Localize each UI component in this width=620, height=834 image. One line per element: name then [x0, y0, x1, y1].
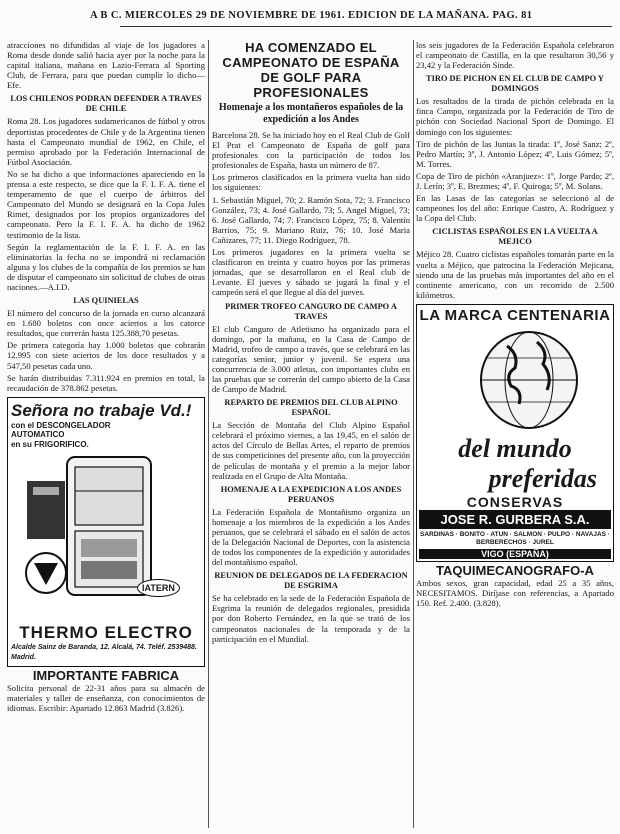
section-title: REPARTO DE PREMIOS DEL CLUB ALPINO ESPAÑOL: [224, 398, 398, 418]
fridge-icon: [11, 451, 197, 601]
article-text: Según la reglamentación de la F. I. F. A. en las eliminatorias la fecha no se impondrá ni reclamación alguna y los clubes de la compañía de los premios se han de disputar el campeonato sin solicitud de clubes de otras naciones.—A.I.D.: [7, 241, 205, 292]
article-text: Se ha celebrado en la sede de la Federación Española de Esgrima la reunión de delegados regionales, presidida por don Roberto Fernández, en la que se trató de los campeonatos nacionales de la temporada y de la participación en el Mundial.: [212, 593, 410, 644]
section-title: LOS CHILENOS PODRAN DEFENDER A TRAVES DE CHILE: [10, 94, 202, 114]
article-text: Tiro de pichón de las Juntas la tirada: 1º, José Sanz; 2º, Pedro Martín; 3º, J. Antonio López; 4º, Luis Gómez; 5º, M. Torres.: [416, 138, 614, 169]
article-text: De primera categoría hay 1.000 boletos que cobrarán 12.995 con siete aciertos de los doce resultados y a 547,50 pesetas cada uno.: [7, 340, 205, 371]
article-text: Los primeros jugadores en la primera vuelta se clasificaron en treinta y cuatro hoyos por las primeras jornadas, que se desarrollaron en el Real club de Levante. El jueves y sábado se jugará la final y el campeón será el que llegue al día del jueves.: [212, 247, 410, 298]
ad-line: en su FRIGORIFICO.: [11, 439, 89, 449]
article-text: Ambos sexos, gran capacidad, edad 25 a 35 años, NECESITAMOS. Diríjase con referencias, a Apartado 150. Ref. 2.400. (3.828).: [416, 577, 614, 609]
article-text: Los primeros clasificados en la primera vuelta han sido los siguientes:: [212, 172, 410, 193]
globe-illustration: [419, 324, 611, 434]
ad-headline: LA MARCA CENTENARIA: [419, 306, 611, 324]
article-text: Los resultados de la tirada de pichón celebrada en la finca Campo, organizada por la Federación de Tiro de pichón con Sociedad Nacional Sport de Domingo. El domingo con los siguientes:: [416, 96, 614, 137]
article-text: El club Canguro de Atletismo ha organizado para el domingo, por la mañana, en la Casa de Campo de Madrid, trofeo de campo a través, que se celebrará en las categorías senior, junior y juvenil. Se espera una concurrencia de 3.000 atletas, con importantes clubs en las pruebas que se correrán del campo abierto de la Casa de Campo de Madrid.: [212, 323, 410, 395]
column-rule: [413, 40, 414, 828]
article-text: Roma 28. Los jugadores sudamericanos de fútbol y otros deportistas procedentes de Chile y de la Argentina tienen hasta el Campeonato mundial de 1962, en Chile, el permiso aprobado por la Federación Internacional de Fútbol Asociación.: [7, 116, 205, 167]
column-rule: [208, 40, 209, 828]
conservas-advertisement: [416, 304, 614, 562]
article-text: Solicita personal de 22-31 años para su almacén de materiales y taller de enseñanza, con conocimientos de idiomas. Escribir: Apartado 12.863 Madrid (3.826).: [7, 682, 205, 713]
refrigerator-advertisement: [7, 397, 205, 667]
article-text: Méjico 28. Cuatro ciclistas españoles tomarán parte en la vuelta a Méjico, que patrocina la Federación Mejicana, siendo una de las pruebas más importantes del año en el continente americano, con un recorrido de 2.500 kilómetros.: [416, 249, 614, 300]
masthead: [0, 4, 620, 32]
article-text: Copa de Tiro de pichón «Aranjuez»: 1º, Jorge Pardo; 2º, J. Lerín; 3º, E. Brezmes; 4º, F. Quiroga; 5º, M. Solans.: [416, 170, 614, 192]
section-title: CICLISTAS ESPAÑOLES EN LA VUELTA A MEJICO: [432, 227, 598, 247]
article-text: Barcelona 28. Se ha iniciado hoy en el Real Club de Golf El Prat el Campeonato de España de golf para profesionales con la participación de todos los profesionales de España, hasta un número de 87.: [212, 130, 410, 171]
article-text: los seis jugadores de la Federación Española celebraron el campeonato de Castilla, en la que resultaron 30,56 y 23,42 y la Federación Sinde.: [416, 40, 614, 71]
section-title: IMPORTANTE FABRICA: [32, 667, 180, 683]
column-1: [7, 40, 205, 828]
section-title: TIRO DE PICHON EN EL CLUB DE CAMPO Y DOMINGOS: [426, 74, 604, 94]
article-text: La Sección de Montaña del Club Alpino Español celebrará el próximo viernes, a las 19,45, en el salón de actos del Círculo de Bellas Artes, el reparto de premios de sus competiciones del presente año, con la proyección de películas de montaña y el premio a la mejor labor realizada en el Grupo de Alta Montaña.: [212, 420, 410, 481]
article-text: Se harán distribuidas 7.311.924 en premios en total, la recaudación de 378.862 pesetas.: [7, 372, 205, 393]
ad-city: VIGO (ESPAÑA): [419, 549, 611, 559]
headline: HA COMENZADO EL CAMPEONATO DE ESPAÑA DE GOLF PARA PROFESIONALES: [222, 40, 400, 100]
article-text: La Federación Española de Montañismo organiza un homenaje a los miembros de la expedición a los Andes peruanos, que se celebrará el sábado en el salón de actos de la Delegación Nacional de Deportes, con la asistencia de todos los componentes de la expedición y autoridades del montañismo español.: [212, 506, 410, 568]
article-text: El número del concurso de la jornada en curso alcanzará en 1.680 boletos con once aciertos a los catorce resultados, que correrán hasta 125.388,70 pesetas.: [7, 308, 205, 339]
masthead-rule: [120, 26, 612, 27]
fridge-illustration: [11, 451, 201, 621]
section-title: REUNION DE DELEGADOS DE LA FEDERACION DE ESGRIMA: [214, 571, 408, 591]
section-title: PRIMER TROFEO CANGURO DE CAMPO A TRAVES: [225, 301, 397, 321]
globe-icon: [419, 324, 609, 434]
subheadline: Homenaje a los montañeros españoles de la expedición a los Andes: [218, 102, 404, 125]
ad-line: con el DESCONGELADOR: [11, 420, 111, 430]
brand-emblem: IATERN: [137, 579, 180, 597]
section-title: HOMENAJE A LA EXPEDICION A LOS ANDES PERUANOS: [220, 484, 402, 504]
article-text: No se ha dicho a que informaciones apareciendo en la prensa a este respecto, se dice que la F. I. F. A. tiene el temperamento de que el cuerpo de árbitros del Campeonato del Mundo se designará en la Copa Jules Rimet, designados por los propios organizadores del campeonato. Pero la F. I. F. A. ha dicho de 1962 testimonio de la lista.: [7, 168, 205, 240]
section-title: TAQUIMECANOGRAFO-A: [436, 562, 594, 578]
column-3: [416, 40, 614, 828]
ad-brand: THERMO ELECTRO: [19, 623, 193, 643]
ad-script: preferidas: [488, 463, 597, 493]
ad-label: CONSERVAS: [466, 493, 564, 510]
ad-products: SARDINAS · BONITO · ATUN · SALMON · PULPO · NAVAJAS · BERBERECHOS · JUREL: [420, 530, 610, 546]
section-title: LAS QUINIELAS: [73, 296, 139, 306]
article-text: 1. Sebastián Miguel, 70; 2. Ramón Sota, 72; 3. Francisco González, 73; 4. José Gallardo, 73; 5. Angel Miguel, 73; 6. José Gallardo, 74; 7. Francisco López, 75; 8. Valentín Barrios, 75; 9. Mariano Ruiz, 76; 10. José Maria Cañizares, 77; 11. Diego Rodríguez, 78.: [212, 194, 410, 245]
ad-brand: JOSE R. GURBERA S.A.: [419, 510, 611, 529]
masthead-text: A B C. MIERCOLES 29 DE NOVIEMBRE DE 1961. EDICION DE LA MAÑANA. PAG. 81: [90, 10, 533, 21]
column-2: [212, 40, 410, 828]
ad-script: del mundo: [458, 433, 572, 463]
ad-address: Alcalde Sainz de Baranda, 12. Alcalá, 74. Teléf. 2539488. Madrid.: [11, 644, 197, 661]
ad-line: AUTOMATICO: [11, 430, 65, 440]
article-text: atracciones no difundidas al viaje de los jugadores a Roma desde donde salió hacia ayer por la noche para la capital italiana, mañana en Lazio-Ferrara al Sporting Club, de Ferrara, para que puedan cumplir lo dicho—Efe.: [7, 40, 205, 91]
article-text: En las Lasas de las categorías se seleccionó al de campeones los del año: Enrique Castro, A. Rodríguez y la Copa del Club.: [416, 193, 614, 224]
ad-headline: Señora no trabaje Vd.!: [11, 400, 192, 420]
